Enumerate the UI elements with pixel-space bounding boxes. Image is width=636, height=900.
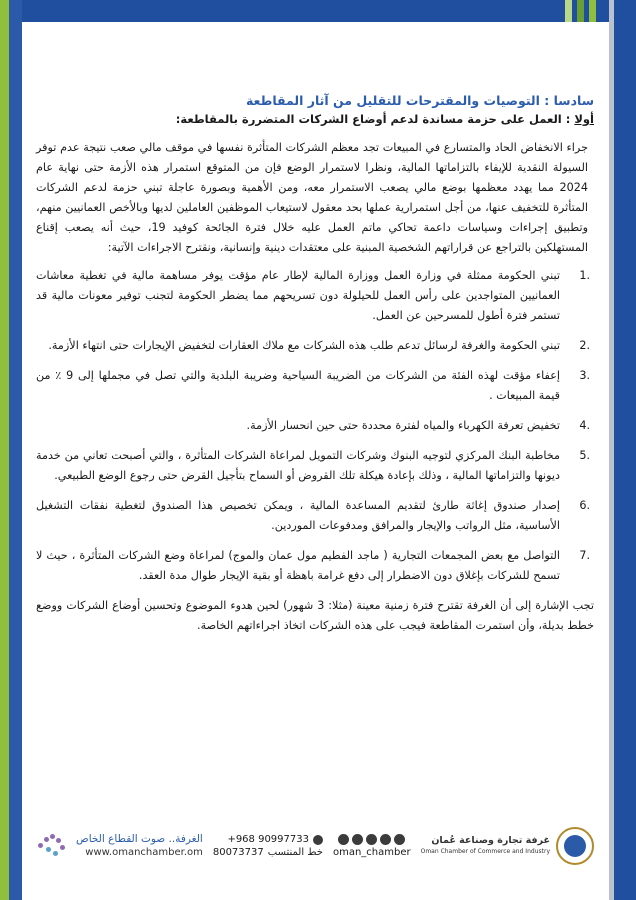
recommendation-number: .2 xyxy=(579,339,590,352)
linkedin-icon[interactable] xyxy=(338,834,349,845)
document-body xyxy=(36,92,594,647)
recommendation-item xyxy=(36,336,594,356)
frame-right-blue xyxy=(614,0,636,900)
social-block xyxy=(333,834,411,858)
recommendation-text: إصدار صندوق إغاثة طارئ لتقديم المساعدة المالية ، ويمكن تخصيص هذا الصندوق لتغطية نفقات التشغيل الأساسية، مثل الرواتب والإيجار والمرافق ومدفوعات الموردين. xyxy=(36,499,560,532)
recommendation-item xyxy=(36,496,594,536)
recommendation-number: .5 xyxy=(579,449,590,462)
sub-title-label: أولا xyxy=(574,112,594,126)
chamber-logo-block xyxy=(421,827,594,865)
recommendation-number: .3 xyxy=(579,369,590,382)
recommendation-text: تبني الحكومة والغرفة لرسائل تدعم طلب هذه الشركات مع ملاك العقارات لتخفيض الإيجارات حتى انتهاء الأزمة. xyxy=(48,339,560,352)
partner-logo xyxy=(36,831,66,861)
facebook-icon[interactable] xyxy=(366,834,377,845)
recommendation-text: تبني الحكومة ممثلة في وزارة العمل ووزارة المالية لإطار عام مؤقت يوفر مساهمة مالية في تغطية معاشات العمانيين المتواجدين على رأس العمل للحيلولة دون تسريحهم مما يضطر الحكومة لتجنب توفير معونات مالية قد تستمر فترة أطول للمسرحين عن العمل. xyxy=(36,269,560,322)
contact-block xyxy=(213,833,323,859)
slogan-text: الغرفة.. صوت القطاع الخاص xyxy=(76,833,203,845)
sub-title-text: : العمل على حزمة مساندة لدعم أوضاع الشركات المتضررة بالمقاطعة: xyxy=(175,112,571,126)
recommendation-number: .4 xyxy=(579,419,590,432)
recommendation-item xyxy=(36,266,594,326)
website-link[interactable]: www.omanchamber.om xyxy=(85,847,203,858)
recommendations-list xyxy=(36,266,594,586)
recommendation-text: إعفاء مؤقت لهذه الفئة من الشركات من الضريبة السياحية وضريبة البلدية والتي تصل في مجملها إلى 9 ٪ من قيمة المبيعات . xyxy=(36,369,560,402)
frame-left-blue xyxy=(9,0,22,900)
closing-paragraph: تجب الإشارة إلى أن الغرفة تقترح فترة زمنية معينة (مثلا: 3 شهور) لحين هدوء الموضوع وتحسين أوضاع الشركات ووضع خطط بديلة، وأن استمرت المقاطعة فيجب على هذه الشركات اتخاذ اجراءاتهم الخاصة. xyxy=(36,599,595,632)
recommendation-item xyxy=(36,366,594,406)
chamber-name-ar: غرفة تجارة وصناعة عُمان xyxy=(431,835,550,846)
recommendation-item xyxy=(36,546,594,586)
recommendation-number: .7 xyxy=(579,549,590,562)
sub-title xyxy=(36,110,594,128)
twitter-icon[interactable] xyxy=(394,834,405,845)
social-handle[interactable]: oman_chamber xyxy=(332,847,411,858)
recommendation-text: تخفيض تعرفة الكهرباء والمياه لفترة محددة حتى حين انحسار الأزمة. xyxy=(246,419,560,432)
recommendation-item xyxy=(36,416,594,436)
top-bar xyxy=(22,0,609,22)
slogan-block xyxy=(76,832,203,860)
footer xyxy=(36,816,594,876)
whatsapp-icon xyxy=(313,835,323,845)
recommendation-number: .6 xyxy=(579,499,590,512)
recommendation-text: مخاطبة البنك المركزي لتوجيه البنوك وشركات التمويل لمراعاة الشركات المتأثرة ، والتي أصبحت تعاني من خدمة ديونها والتزاماتها المالية ، وذلك بإعادة هيكلة تلك القروض أو السماح بتأجيل القرض حتى رجوع الوضع الطبيعي. xyxy=(36,449,560,482)
intro-paragraph: جراء الانخفاض الحاد والمتسارع في المبيعات تجد معظم الشركات المتأثرة نفسها في موقف مالي صعب نتيجة عدم توفر السيولة النقدية للإيفاء بالتزاماتها المالية، ونظرا لاستمرار الوضع فإن من المتوقع استمرار هذه الأزمة حتى نهاية عام 2024 مما يهدد معظمها بوضع مالي يصعب الاستمرار معه، ومن الأهمية وبصورة عاجلة تبني حزمة لدعم الشركات المتأثرة للتخفيف عنها، من أجل استمرارية عملها بحد معقول لاستيعاب الموظفين العاملين لديها وبالأخص العمانيين منهم، وتطبيق إجراءات وسياسات داعمة تحاكي ماتم العمل عليه خلال فترة الجائحة كوفيد 19، حيث أنه يصعب إقناع المستهلكين بالتراجع عن قراراتهم الشخصية المبنية على معتقدات دينية وإنسانية، ونقترح الاجراءات الآتية: xyxy=(36,141,589,254)
recommendation-item xyxy=(36,446,594,486)
frame-left-green xyxy=(0,0,9,900)
hotline-label: خط المنتسب xyxy=(267,847,323,858)
hotline-number[interactable]: 80073737 xyxy=(212,847,264,858)
top-stripes xyxy=(565,0,596,22)
recommendation-number: .1 xyxy=(579,269,590,282)
chamber-emblem-icon xyxy=(556,827,594,865)
youtube-icon[interactable] xyxy=(352,834,363,845)
phone-number[interactable]: +968 90997733 xyxy=(227,834,309,845)
instagram-icon[interactable] xyxy=(380,834,391,845)
chamber-name-en: Oman Chamber of Commerce and Industry xyxy=(420,848,550,855)
section-title: سادسا : التوصيات والمقترحات للتقليل من آثار المقاطعة xyxy=(245,93,594,108)
partner-logo-icon xyxy=(36,831,66,861)
recommendation-text: التواصل مع بعض المجمعات التجارية ( ماجد الفطيم مول عمان والموج) لمراعاة وضع الشركات المتأثرة ، حيث لا تسمح للشركات بإغلاق دون الاضطرار إلى دفع غرامة باهظة أو بقية الإيجار طوال مدة العقد. xyxy=(36,549,560,582)
